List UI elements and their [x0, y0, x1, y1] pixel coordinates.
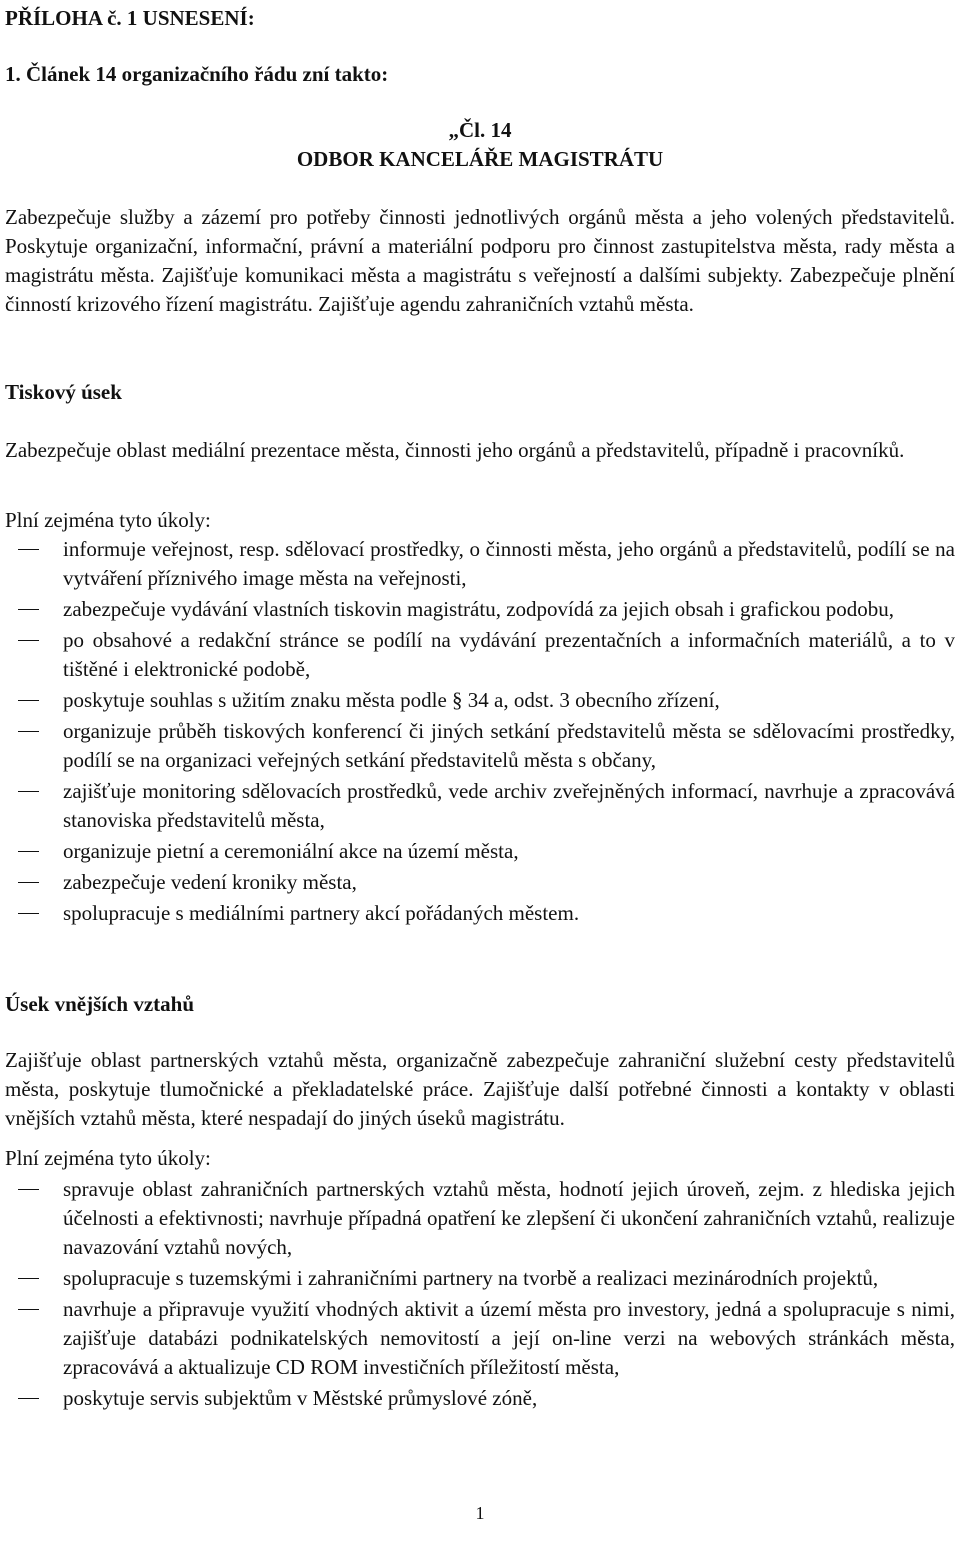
- page-number: 1: [475, 1503, 485, 1523]
- list-item-text: organizuje pietní a ceremoniální akce na území města,: [63, 839, 519, 863]
- dash-bullet: [18, 882, 39, 883]
- list-item: [5, 595, 955, 624]
- document-title: PŘÍLOHA č. 1 USNESENÍ:: [5, 6, 255, 30]
- list-item: [5, 777, 955, 835]
- article-number: „Čl. 14: [448, 118, 512, 142]
- external-tasks-label: Plní zejména tyto úkoly:: [5, 1146, 211, 1170]
- department-name: ODBOR KANCELÁŘE MAGISTRÁTU: [296, 147, 664, 171]
- dash-bullet: [18, 640, 39, 641]
- list-item-text: zajišťuje monitoring sdělovacích prostředků, vede archiv zveřejněných informací, navrhuje a zpracovává stanoviska představitelů města,: [63, 779, 955, 832]
- dash-bullet: [18, 700, 39, 701]
- list-item-text: poskytuje servis subjektům v Městské průmyslové zóně,: [63, 1386, 538, 1410]
- list-item: [5, 1295, 955, 1382]
- list-item: [5, 626, 955, 684]
- press-task-list: [5, 535, 955, 930]
- list-item: [5, 899, 955, 928]
- list-item: [5, 1175, 955, 1262]
- press-tasks-label: Plní zejména tyto úkoly:: [5, 508, 211, 532]
- external-relations-description: Zajišťuje oblast partnerských vztahů města, organizačně zabezpečuje zahraniční služební cesty představitelů města, poskytuje tlumočnické a překladatelské práce. Zajišťuje další potřebné činnosti a kontakty v oblasti vnějších vztahů města, které nespadají do jiných úseků magistrátu.: [5, 1048, 955, 1130]
- list-item: [5, 868, 955, 897]
- list-item-text: informuje veřejnost, resp. sdělovací prostředky, o činnosti města, jeho orgánů a představitelů, podílí se na vytváření příznivého image města na veřejnosti,: [63, 537, 955, 590]
- list-item-text: zabezpečuje vedení kroniky města,: [63, 870, 357, 894]
- list-item-text: spolupracuje s mediálními partnery akcí pořádaných městem.: [63, 901, 580, 925]
- list-item: [5, 717, 955, 775]
- section-heading-press: Tiskový úsek: [5, 380, 122, 404]
- list-item: [5, 535, 955, 593]
- dash-bullet: [18, 1398, 39, 1399]
- dash-bullet: [18, 851, 39, 852]
- list-item-text: poskytuje souhlas s užitím znaku města podle § 34 a, odst. 3 obecního zřízení,: [63, 688, 720, 712]
- dash-bullet: [18, 609, 39, 610]
- press-description: Zabezpečuje oblast mediální prezentace města, činnosti jeho orgánů a představitelů, případně i pracovníků.: [5, 438, 905, 462]
- article-intro-line: 1. Článek 14 organizačního řádu zní takto:: [5, 62, 389, 86]
- dash-bullet: [18, 1278, 39, 1279]
- list-item: [5, 686, 955, 715]
- list-item: [5, 837, 955, 866]
- dash-bullet: [18, 791, 39, 792]
- list-item-text: organizuje průběh tiskových konferencí či jiných setkání představitelů města se sdělovacími prostředky, podílí se na organizaci veřejných setkání představitelů města s občany,: [63, 719, 955, 772]
- list-item: [5, 1264, 955, 1293]
- dash-bullet: [18, 731, 39, 732]
- list-item-text: spravuje oblast zahraničních partnerských vztahů města, hodnotí jejich úroveň, zejm. z hlediska jejich účelnosti a efektivnosti; navrhuje případná opatření ke zlepšení či ukončení zahraničních vztahů, realizuje navazování vztahů nových,: [63, 1177, 955, 1259]
- dash-bullet: [18, 1309, 39, 1310]
- list-item: [5, 1384, 955, 1413]
- external-task-list: [5, 1175, 955, 1415]
- dash-bullet: [18, 913, 39, 914]
- list-item-text: po obsahové a redakční stránce se podílí na vydávání prezentačních a informačních materiálů, a to v tištěné i elektronické podobě,: [63, 628, 955, 681]
- list-item-text: spolupracuje s tuzemskými i zahraničními partnery na tvorbě a realizaci mezinárodních projektů,: [63, 1266, 879, 1290]
- article-heading: [5, 116, 955, 174]
- dash-bullet: [18, 549, 39, 550]
- department-description: Zabezpečuje služby a zázemí pro potřeby činnosti jednotlivých orgánů města a jeho volených představitelů. Poskytuje organizační, informační, právní a materiální podporu pro činnost zastupitelstva města, rady města a magistrátu města. Zajišťuje komunikaci města a magistrátu s veřejností a dalšími subjekty. Zabezpečuje plnění činností krizového řízení magistrátu. Zajišťuje agendu zahraničních vztahů města.: [5, 205, 955, 316]
- section-heading-external-relations: Úsek vnějších vztahů: [5, 992, 195, 1016]
- list-item-text: zabezpečuje vydávání vlastních tiskovin magistrátu, zodpovídá za jejich obsah i grafickou podobu,: [63, 597, 894, 621]
- list-item-text: navrhuje a připravuje využití vhodných aktivit a území města pro investory, jedná a spolupracuje s nimi, zajišťuje databázi podnikatelských nemovitostí a její on-line verzi na webových stránkách města, zpracovává a aktualizuje CD ROM investičních příležitostí města,: [63, 1297, 955, 1379]
- dash-bullet: [18, 1189, 39, 1190]
